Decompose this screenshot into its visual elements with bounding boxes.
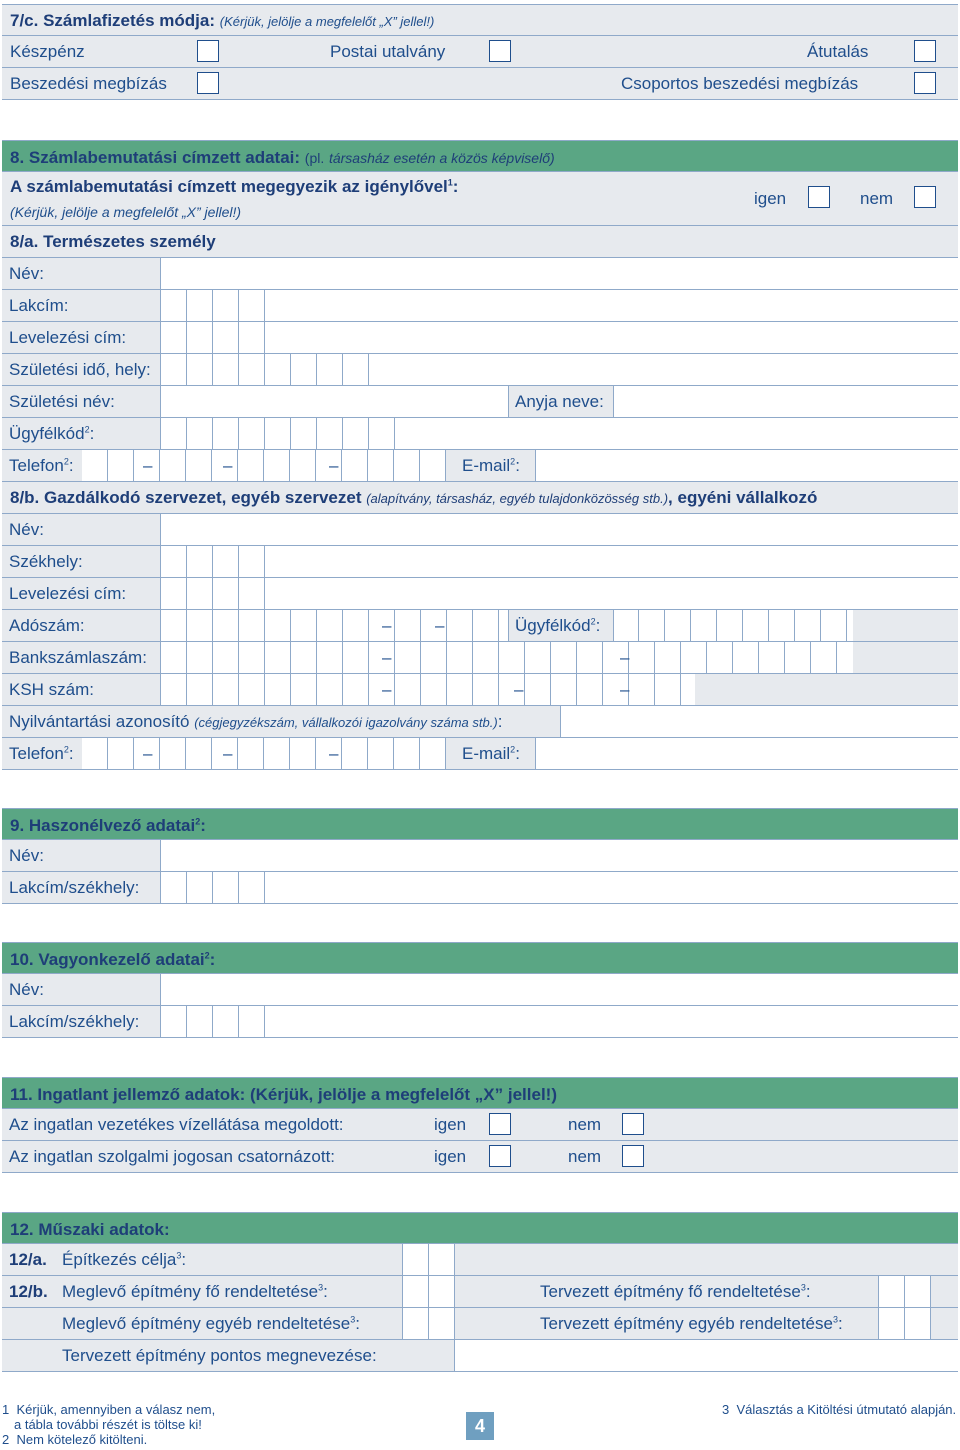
8a-email-input[interactable] [535, 450, 958, 481]
12b-planned-main-cells[interactable] [878, 1276, 931, 1307]
section-8 [2, 140, 958, 770]
11-sewer-label: Az ingatlan szolgalmi jogosan csatornázott: [9, 1147, 336, 1166]
12b-existing-other-cells[interactable] [402, 1308, 455, 1339]
8b-seat-label: Székhely: [9, 552, 83, 571]
same-as-applicant-question: A számlabemutatási címzett megegyezik az igénylővel [10, 177, 448, 196]
section-7c-title: 7/c. Számlafizetés módja: [10, 11, 216, 30]
8b-tax-label: Adószám: [9, 616, 85, 635]
8a-mail-label: Levelezési cím: [9, 328, 127, 347]
8a-mother-name-label: Anyja neve: [515, 392, 604, 411]
12b-other-row [2, 1308, 958, 1340]
8a-phone-cells[interactable] [82, 450, 446, 481]
10-name-input[interactable] [160, 974, 161, 1005]
section-11-title: 11. Ingatlant jellemző adatok: [10, 1085, 246, 1104]
section-7c [2, 4, 958, 100]
9-address-label: Lakcím/székhely: [9, 878, 140, 897]
11-sewer-no-checkbox[interactable] [622, 1145, 644, 1167]
9-address-row [2, 872, 958, 904]
11-sewer-row: Az ingatlan szolgalmi jogosan csatornázott: igen nem [2, 1141, 958, 1173]
8a-birth-label: Születési idő, hely: [9, 360, 151, 379]
same-no-label: nem [860, 189, 894, 208]
8a-name-row [2, 258, 958, 290]
section-7c-note: (Kérjük, jelölje a megfelelőt „X” jellel!) [219, 14, 435, 29]
8b-mail-label: Levelezési cím: [9, 584, 127, 603]
8b-mail-row [2, 578, 958, 610]
section-11 [2, 1077, 958, 1173]
8b-tax-cells[interactable] [161, 610, 499, 641]
11-water-yes-checkbox[interactable] [489, 1113, 511, 1135]
9-name-label: Név: [9, 846, 44, 865]
option-postal-checkbox[interactable] [489, 40, 511, 62]
8b-client-code-label: Ügyfélkód$^2$: [515, 616, 601, 635]
8b-bank-row: Bankszámlaszám: – – [2, 642, 958, 674]
12a-cells[interactable] [402, 1244, 455, 1275]
11-water-row: Az ingatlan vezetékes vízellátása megoldott: igen nem [2, 1109, 958, 1141]
12b-name-row [2, 1340, 958, 1372]
option-cash-checkbox[interactable] [197, 40, 219, 62]
section-9-title: 9. Haszonélvező adatai$^2$: [10, 816, 206, 835]
8a-phone-label: Telefon$^2$: [9, 456, 74, 475]
8a-mail-zip-cells[interactable] [161, 322, 265, 353]
8b-name-input[interactable] [160, 514, 161, 545]
subsection-8b-title: 8/b. Gazdálkodó szervezet, egyéb szervezet [10, 488, 362, 507]
8a-birth-name-row [2, 386, 958, 418]
same-yes-label: igen [754, 189, 787, 208]
12b-planned-name-input[interactable] [454, 1340, 958, 1371]
section-12 [2, 1212, 958, 1372]
section-9 [2, 808, 958, 904]
section-11-header [2, 1077, 958, 1109]
section-9-header [2, 808, 958, 840]
12b-planned-other-label: Tervezett építmény egyéb rendeltetése$^3$: [540, 1314, 843, 1333]
10-name-row [2, 974, 958, 1006]
8b-ksh-row: KSH szám: – – – [2, 674, 958, 706]
same-no-checkbox[interactable] [914, 186, 936, 208]
8a-client-code-label: Ügyfélkód$^2$: [9, 424, 95, 443]
page-number: 4 [466, 1412, 494, 1440]
8b-name-row [2, 514, 958, 546]
payment-row-2 [2, 68, 958, 100]
8a-client-code-row [2, 418, 958, 450]
section-12-title: 12. Műszaki adatok: [10, 1220, 170, 1239]
section-11-note: (Kérjük, jelölje a megfelelőt „X” jellel!) [249, 1085, 557, 1104]
8a-name-input[interactable] [160, 258, 161, 289]
12b-existing-main-cells[interactable] [402, 1276, 455, 1307]
8a-address-label: Lakcím: [9, 296, 69, 315]
option-transfer-checkbox[interactable] [914, 40, 936, 62]
8a-birth-name-label: Születési név: [9, 392, 115, 411]
8b-seat-zip-cells[interactable] [161, 546, 265, 577]
option-postal-label: Postai utalvány [330, 42, 446, 61]
11-water-label: Az ingatlan vezetékes vízellátása megoldott: [9, 1115, 344, 1134]
8a-address-row [2, 290, 958, 322]
12b-planned-main-label: Tervezett építmény fő rendeltetése$^3$: [540, 1282, 811, 1301]
8b-phone-cells[interactable] [82, 738, 446, 769]
section-8-note: társasház esetén a közös képviselő) [328, 150, 555, 166]
section-8-header: 8. Számlabemutatási címzett adatai: (pl. társasház esetén a közös képviselő) [2, 140, 958, 172]
section-10 [2, 942, 958, 1038]
10-zip-cells[interactable] [161, 1006, 265, 1037]
8a-name-label: Név: [9, 264, 44, 283]
9-name-input[interactable] [160, 840, 161, 871]
8b-registry-label: Nyilvántartási azonosító (cégjegyzékszám, vállalkozói igazolvány száma stb.): [9, 712, 503, 731]
12a-row: 12/a. Építkezés célja$^3$: [2, 1244, 958, 1276]
8b-seat-row [2, 546, 958, 578]
8a-zip-cells[interactable] [161, 290, 265, 321]
10-name-label: Név: [9, 980, 44, 999]
same-as-applicant-note: (Kérjük, jelölje a megfelelőt „X” jellel!) [10, 204, 242, 220]
8a-phone-row: Telefon$^2$: – – – E-mail$^2$: [2, 450, 958, 482]
8a-birth-row [2, 354, 958, 386]
section-10-title: 10. Vagyonkezelő adatai$^2$: [10, 950, 216, 969]
8b-mail-zip-cells[interactable] [161, 578, 265, 609]
8a-birth-date-cells[interactable] [161, 354, 369, 385]
footnote-1: 1 Kérjük, amennyiben a válasz nem, a tábla további részét is töltse ki! 2 Nem kötelező kitölteni. [2, 1402, 216, 1447]
section-7c-header [2, 4, 958, 36]
12b-existing-main-label: Meglevő építmény fő rendeltetése$^3$: [62, 1282, 328, 1301]
subsection-8a-header [2, 226, 958, 258]
10-address-label: Lakcím/székhely: [9, 1012, 140, 1031]
8b-name-label: Név: [9, 520, 44, 539]
option-direct-debit-checkbox[interactable] [197, 72, 219, 94]
section-8-title: 8. Számlabemutatási címzett adatai: [10, 148, 301, 167]
12b-planned-other-cells[interactable] [878, 1308, 931, 1339]
12a-label: Építkezés célja$^3$: [62, 1250, 187, 1269]
8b-ksh-label: KSH szám: [9, 680, 95, 699]
8a-mail-row [2, 322, 958, 354]
8b-client-code-cells[interactable] [613, 610, 847, 641]
footnote-3: 3 Választás a Kitöltési útmutató alapján. [722, 1402, 957, 1417]
8b-email-label: E-mail$^2$: [462, 744, 520, 763]
8b-registry-input[interactable] [560, 706, 958, 737]
8a-email-label: E-mail$^2$: [462, 456, 520, 475]
8b-phone-label: Telefon$^2$: [9, 744, 74, 763]
option-cash-label: Készpénz [10, 42, 85, 61]
option-group-debit-checkbox[interactable] [914, 72, 936, 94]
9-name-row [2, 840, 958, 872]
8b-email-input[interactable] [535, 738, 958, 769]
11-sewer-yes-checkbox[interactable] [489, 1145, 511, 1167]
payment-row-1 [2, 36, 958, 68]
8a-client-code-cells[interactable] [161, 418, 395, 449]
11-water-no-checkbox[interactable] [622, 1113, 644, 1135]
9-zip-cells[interactable] [161, 872, 265, 903]
option-transfer-label: Átutalás [807, 42, 869, 61]
subsection-8a-title: 8/a. Természetes személy [10, 232, 216, 251]
option-group-debit-label: Csoportos beszedési megbízás [621, 74, 859, 93]
12b-main-row: 12/b. Meglevő építmény fő rendeltetése$^3$: Tervezett építmény fő rendeltetése$^3$: [2, 1276, 958, 1308]
section-12-header [2, 1212, 958, 1244]
12b-planned-name-label: Tervezett építmény pontos megnevezése: [62, 1346, 377, 1365]
8b-registry-row [2, 706, 958, 738]
8b-tax-row: Adószám: – – Ügyfélkód$^2$: [2, 610, 958, 642]
section-10-header [2, 942, 958, 974]
8b-bank-label: Bankszámlaszám: [9, 648, 147, 667]
12b-existing-other-label: Meglevő építmény egyéb rendeltetése$^3$: [62, 1314, 360, 1333]
8b-phone-row: Telefon$^2$: – – – E-mail$^2$: [2, 738, 958, 770]
subsection-8b-header: 8/b. Gazdálkodó szervezet, egyéb szervezet (alapítvány, társasház, egyéb tulajdonközösség stb.), egyéni vállalkozó [2, 482, 958, 514]
option-direct-debit-label: Beszedési megbízás [10, 74, 167, 93]
same-yes-checkbox[interactable] [808, 186, 830, 208]
10-address-row [2, 1006, 958, 1038]
8b-bank-cells[interactable] [161, 642, 837, 673]
same-as-applicant-row: A számlabemutatási címzett megegyezik az igénylővel$^1$: (Kérjük, jelölje a megfelelőt „X” jellel!) igen nem [2, 172, 958, 226]
